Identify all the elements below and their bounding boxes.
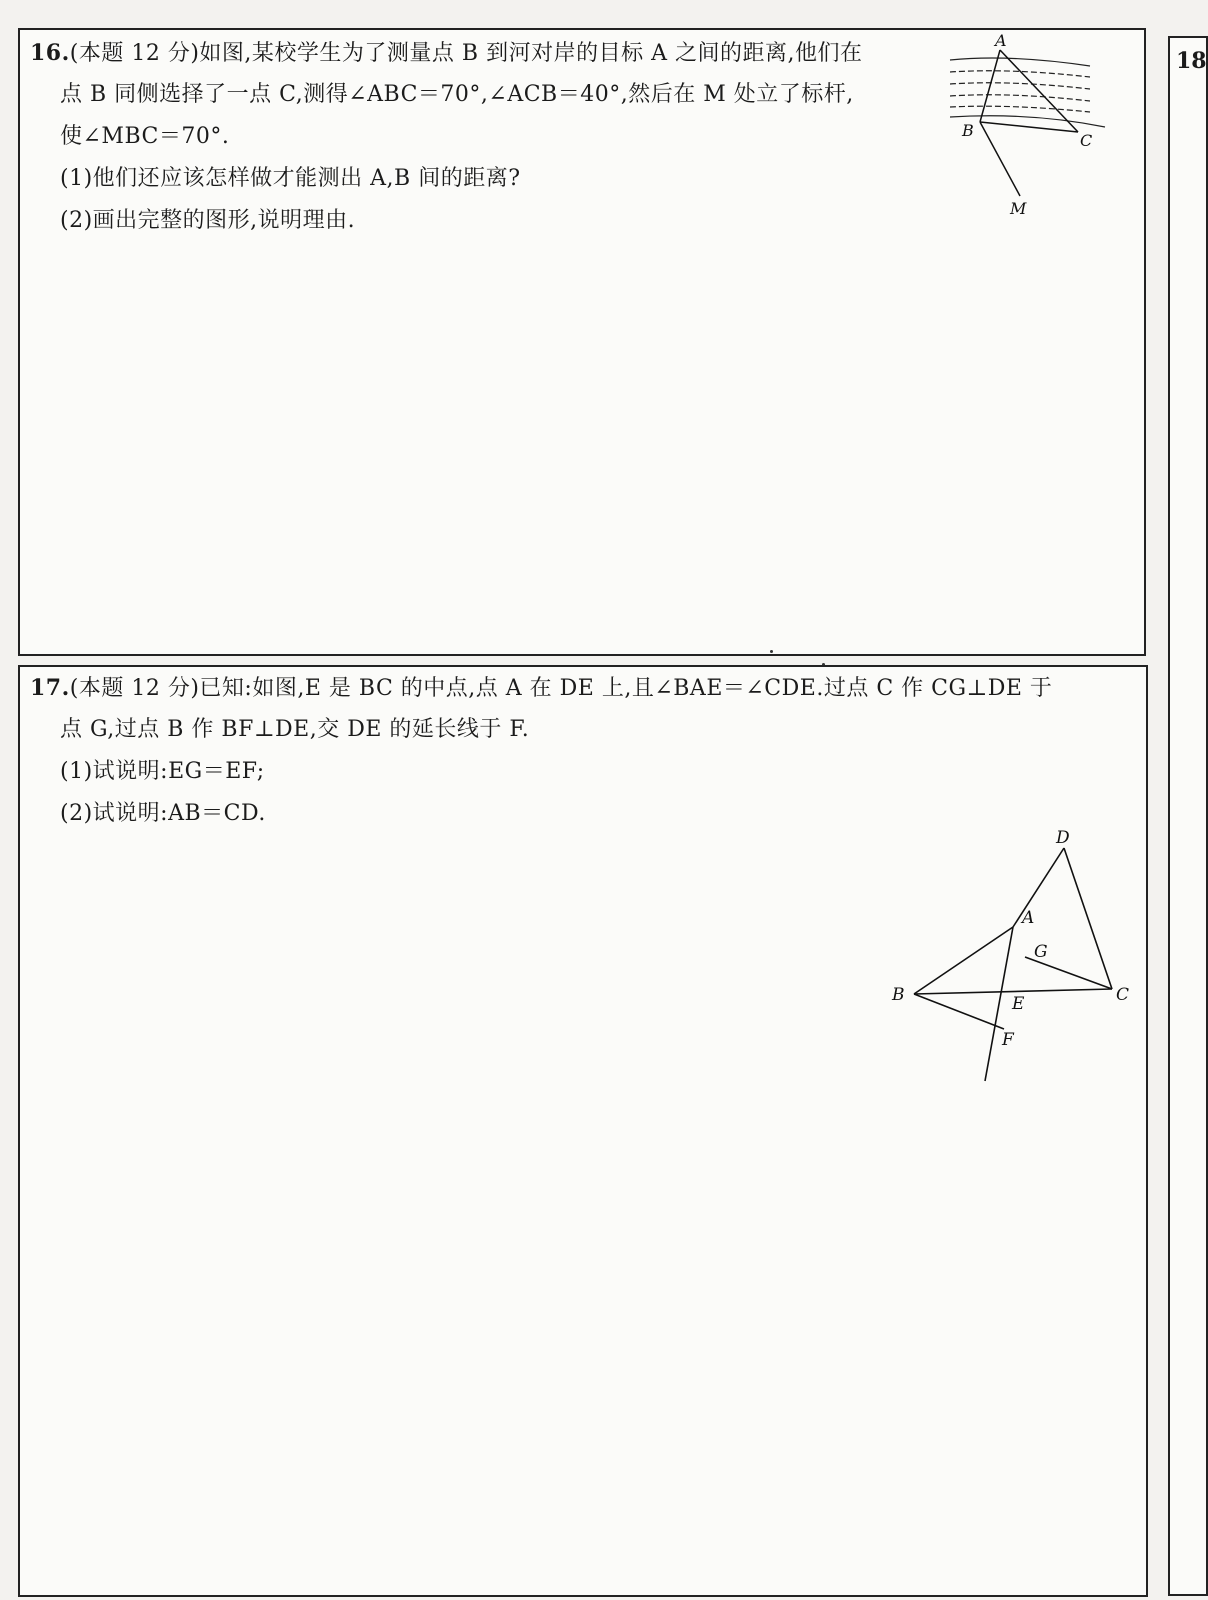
segment-AB	[980, 50, 1000, 122]
label-G: G	[1034, 942, 1048, 962]
river-line-dashed	[950, 106, 1090, 112]
label-E: E	[1012, 994, 1025, 1014]
line-DE-extended	[985, 927, 1013, 1081]
q16-number: 16.	[30, 40, 70, 66]
label-M: M	[1010, 199, 1027, 218]
label-A: A	[1022, 908, 1035, 928]
q17-line1	[30, 673, 1052, 704]
q16-part1: (1)他们还应该怎样做才能测出 A,B 间的距离?	[60, 166, 521, 191]
stray-dot	[770, 650, 773, 653]
segment-DC	[1064, 848, 1112, 989]
label-B: B	[892, 985, 905, 1005]
question-17-box	[18, 665, 1148, 1597]
q16-line2: 点 B 同侧选择了一点 C,测得∠ABC＝70°,∠ACB＝40°,然后在 M 处立了标杆,	[60, 82, 854, 107]
q16-line3: 使∠MBC＝70°.	[60, 124, 230, 149]
label-A: A	[995, 31, 1007, 50]
q17-stem-1: (本题 12 分)已知:如图,E 是 BC 的中点,点 A 在 DE 上,且∠BAE＝∠CDE.过点 C 作 CG⊥DE 于	[69, 676, 1053, 701]
segment-BC	[980, 122, 1078, 132]
label-F: F	[1002, 1030, 1014, 1050]
q17-number: 17.	[30, 675, 70, 701]
q16-part2: (2)画出完整的图形,说明理由.	[60, 208, 356, 233]
segment-BF	[914, 994, 1004, 1029]
segment-AD	[1013, 848, 1064, 927]
label-B: B	[962, 121, 974, 140]
question-16-box	[18, 28, 1146, 656]
river-line-dashed	[950, 83, 1090, 89]
q17-part2: (2)试说明:AB＝CD.	[60, 801, 266, 826]
segment-BM	[980, 122, 1020, 196]
q18-number: 18	[1176, 48, 1207, 74]
q17-part1: (1)试说明:EG＝EF;	[60, 759, 265, 784]
segment-BA	[914, 927, 1013, 994]
label-D: D	[1056, 828, 1070, 848]
river-bank-line-top	[950, 58, 1090, 66]
q17-line2: 点 G,过点 B 作 BF⊥DE,交 DE 的延长线于 F.	[60, 717, 530, 742]
q17-triangle-figure	[880, 817, 1140, 1087]
q16-stem-1: (本题 12 分)如图,某校学生为了测量点 B 到河对岸的目标 A 之间的距离,他们在	[69, 41, 863, 66]
label-C: C	[1116, 985, 1130, 1005]
q16-line1	[30, 38, 862, 69]
label-C: C	[1080, 131, 1093, 150]
river-line-dashed	[950, 95, 1090, 101]
question-18-box	[1168, 36, 1208, 1596]
q16-river-figure	[940, 32, 1130, 222]
